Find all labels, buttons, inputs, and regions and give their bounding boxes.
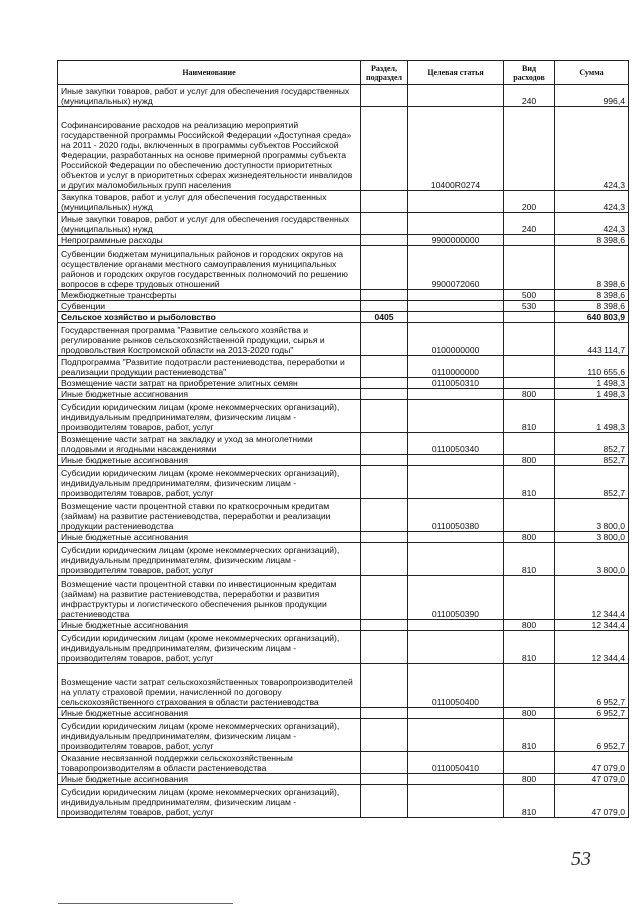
row-expense-type: 800 (504, 389, 555, 400)
row-name: Субвенции бюджетам муниципальных районов и городских округов на осуществление органами местного самоуправления муниципальных районов и городских округов государственных полномочий по решению вопросов в сфере трудовых отношений (58, 246, 361, 290)
row-sum: 640 803,9 (555, 312, 629, 323)
row-expense-type: 800 (504, 620, 555, 631)
row-expense-type (504, 664, 555, 708)
row-sum: 6 952,7 (555, 708, 629, 719)
row-section (361, 664, 408, 708)
table-row (58, 85, 629, 107)
row-expense-type: 800 (504, 455, 555, 466)
row-expense-type: 200 (504, 191, 555, 213)
row-expense-type: 240 (504, 213, 555, 235)
row-expense-type (504, 323, 555, 356)
table-row (58, 213, 629, 235)
row-section (361, 389, 408, 400)
row-target (408, 290, 504, 301)
row-sum: 852,7 (555, 466, 629, 499)
row-expense-type (504, 312, 555, 323)
row-section (361, 708, 408, 719)
row-section (361, 785, 408, 818)
row-section (361, 107, 408, 191)
footer-divider (58, 903, 233, 904)
row-target (408, 785, 504, 818)
table-row (58, 466, 629, 499)
row-target: 9900000000 (408, 235, 504, 246)
row-expense-type: 810 (504, 719, 555, 752)
row-name: Непрограммные расходы (58, 235, 361, 246)
header-target: Целевая статья (408, 61, 504, 85)
row-sum: 3 800,0 (555, 499, 629, 532)
table-row (58, 323, 629, 356)
row-section (361, 400, 408, 433)
row-expense-type: 240 (504, 85, 555, 107)
row-sum: 8 398,6 (555, 235, 629, 246)
row-sum: 8 398,6 (555, 246, 629, 290)
row-expense-type: 810 (504, 400, 555, 433)
row-target (408, 455, 504, 466)
row-expense-type (504, 499, 555, 532)
table-row (58, 631, 629, 664)
row-target: 0100000000 (408, 323, 504, 356)
row-name: Иные бюджетные ассигнования (58, 389, 361, 400)
row-section (361, 356, 408, 378)
row-sum: 12 344,4 (555, 631, 629, 664)
row-name: Подпрограмма "Развитие подотрасли растениеводства, переработки и реализации продукции растениеводства" (58, 356, 361, 378)
row-name: Субвенции (58, 301, 361, 312)
row-sum: 424,3 (555, 191, 629, 213)
table-row (58, 433, 629, 455)
table-row (58, 774, 629, 785)
row-section: 0405 (361, 312, 408, 323)
row-name: Сельское хозяйство и рыболовство (58, 312, 361, 323)
row-expense-type: 530 (504, 301, 555, 312)
row-sum: 852,7 (555, 433, 629, 455)
table-row (58, 356, 629, 378)
row-name: Иные бюджетные ассигнования (58, 532, 361, 543)
row-section (361, 85, 408, 107)
table-row (58, 785, 629, 818)
row-sum: 6 952,7 (555, 664, 629, 708)
table-row (58, 620, 629, 631)
row-expense-type (504, 107, 555, 191)
header-name: Наименование (58, 61, 361, 85)
row-expense-type (504, 752, 555, 774)
row-target (408, 191, 504, 213)
table-row (58, 719, 629, 752)
row-target (408, 301, 504, 312)
page-number: 53 (571, 848, 591, 870)
row-sum: 110 655,6 (555, 356, 629, 378)
row-sum: 1 498,3 (555, 378, 629, 389)
row-target: 10400R0274 (408, 107, 504, 191)
row-sum: 47 079,0 (555, 774, 629, 785)
row-target (408, 774, 504, 785)
row-name: Субсидии юридическим лицам (кроме некоммерческих организаций), индивидуальным предпринимателям, физическим лицам - производителям товаров, работ, услуг (58, 631, 361, 664)
row-expense-type (504, 433, 555, 455)
row-name: Возмещение части затрат на приобретение элитных семян (58, 378, 361, 389)
row-sum: 996,4 (555, 85, 629, 107)
row-name: Субсидии юридическим лицам (кроме некоммерческих организаций), индивидуальным предпринимателям, физическим лицам - производителям товаров, работ, услуг (58, 466, 361, 499)
row-name: Иные бюджетные ассигнования (58, 620, 361, 631)
row-target (408, 466, 504, 499)
row-sum: 12 344,4 (555, 620, 629, 631)
row-target: 0110050380 (408, 499, 504, 532)
table-header-row (58, 61, 629, 85)
row-expense-type: 810 (504, 785, 555, 818)
table-row (58, 532, 629, 543)
row-sum: 443 114,7 (555, 323, 629, 356)
row-target: 0110050400 (408, 664, 504, 708)
row-target: 0110000000 (408, 356, 504, 378)
row-sum: 47 079,0 (555, 785, 629, 818)
row-expense-type: 800 (504, 708, 555, 719)
row-name: Иные закупки товаров, работ и услуг для обеспечения государственных (муниципальных) нужд (58, 213, 361, 235)
table-row (58, 312, 629, 323)
row-name: Субсидии юридическим лицам (кроме некоммерческих организаций), индивидуальным предпринимателям, физическим лицам - производителям товаров, работ, услуг (58, 785, 361, 818)
row-section (361, 323, 408, 356)
table-row (58, 191, 629, 213)
row-sum: 1 498,3 (555, 400, 629, 433)
row-sum: 852,7 (555, 455, 629, 466)
header-expense-type: Вид расходов (504, 61, 555, 85)
row-name: Межбюджетные трансферты (58, 290, 361, 301)
row-target (408, 389, 504, 400)
row-name: Возмещение части затрат сельскохозяйственных товаропроизводителей на уплату страховой премии, начисленной по договору сельскохозяйственного страхования в области растениеводства (58, 664, 361, 708)
row-target (408, 213, 504, 235)
row-expense-type: 500 (504, 290, 555, 301)
row-name: Субсидии юридическим лицам (кроме некоммерческих организаций), индивидуальным предпринимателям, физическим лицам - производителям товаров, работ, услуг (58, 400, 361, 433)
table-row (58, 400, 629, 433)
row-expense-type (504, 246, 555, 290)
row-target (408, 708, 504, 719)
table-row (58, 499, 629, 532)
row-expense-type (504, 356, 555, 378)
table-row (58, 389, 629, 400)
row-target: 0110050390 (408, 576, 504, 620)
row-expense-type: 810 (504, 631, 555, 664)
row-section (361, 191, 408, 213)
row-expense-type (504, 235, 555, 246)
row-section (361, 620, 408, 631)
row-name: Иные бюджетные ассигнования (58, 708, 361, 719)
table-row (58, 107, 629, 191)
row-expense-type: 800 (504, 532, 555, 543)
table-row (58, 543, 629, 576)
row-section (361, 246, 408, 290)
table-row (58, 235, 629, 246)
row-target (408, 620, 504, 631)
table-row (58, 664, 629, 708)
row-name: Оказание несвязанной поддержки сельскохозяйственным товаропроизводителям в области растениеводства (58, 752, 361, 774)
row-section (361, 455, 408, 466)
header-sum: Сумма (555, 61, 629, 85)
row-section (361, 433, 408, 455)
row-section (361, 719, 408, 752)
row-target: 9900072060 (408, 246, 504, 290)
row-expense-type (504, 576, 555, 620)
row-section (361, 290, 408, 301)
row-target (408, 631, 504, 664)
row-name: Иные бюджетные ассигнования (58, 774, 361, 785)
table-row (58, 752, 629, 774)
row-target (408, 532, 504, 543)
row-name: Государственная программа "Развитие сельского хозяйства и регулирование рынков сельскохозяйственной продукции, сырья и продовольствия Костромской области на 2013-2020 годы" (58, 323, 361, 356)
row-section (361, 631, 408, 664)
row-target (408, 85, 504, 107)
row-sum: 1 498,3 (555, 389, 629, 400)
budget-table-container (57, 60, 628, 818)
row-section (361, 301, 408, 312)
budget-table (57, 60, 629, 818)
row-sum: 47 079,0 (555, 752, 629, 774)
row-section (361, 774, 408, 785)
table-row (58, 246, 629, 290)
row-section (361, 378, 408, 389)
table-body (58, 85, 629, 818)
row-name: Иные закупки товаров, работ и услуг для обеспечения государственных (муниципальных) нужд (58, 85, 361, 107)
row-section (361, 235, 408, 246)
table-row (58, 576, 629, 620)
row-name: Иные бюджетные ассигнования (58, 455, 361, 466)
row-sum: 3 800,0 (555, 543, 629, 576)
row-sum: 3 800,0 (555, 532, 629, 543)
row-sum: 12 344,4 (555, 576, 629, 620)
row-name: Субсидии юридическим лицам (кроме некоммерческих организаций), индивидуальным предпринимателям, физическим лицам - производителям товаров, работ, услуг (58, 719, 361, 752)
row-target: 0110050310 (408, 378, 504, 389)
row-section (361, 532, 408, 543)
row-section (361, 576, 408, 620)
header-section: Раздел, подраздел (361, 61, 408, 85)
row-sum: 8 398,6 (555, 301, 629, 312)
row-sum: 6 952,7 (555, 719, 629, 752)
row-target: 0110050410 (408, 752, 504, 774)
row-name: Софинансирование расходов на реализацию мероприятий государственной программы Российской Федерации «Доступная среда» на 2011 - 2020 годы, включенных в программы субъектов Российской Федерации, разработанных на основе примерной программы субъекта Российской Федерации по обеспечению доступности приоритетных объектов и услуг в приоритетных сферах жизнедеятельности инвалидов и других маломобильных групп населения (58, 107, 361, 191)
row-expense-type: 810 (504, 466, 555, 499)
row-expense-type: 810 (504, 543, 555, 576)
table-row (58, 455, 629, 466)
table-row (58, 301, 629, 312)
row-name: Возмещение части затрат на закладку и уход за многолетними плодовыми и ягодными насаждениями (58, 433, 361, 455)
row-section (361, 499, 408, 532)
table-row (58, 290, 629, 301)
row-sum: 424,3 (555, 107, 629, 191)
row-target (408, 719, 504, 752)
row-section (361, 466, 408, 499)
row-target: 0110050340 (408, 433, 504, 455)
row-target (408, 400, 504, 433)
row-section (361, 752, 408, 774)
row-sum: 8 398,6 (555, 290, 629, 301)
row-name: Субсидии юридическим лицам (кроме некоммерческих организаций), индивидуальным предпринимателям, физическим лицам - производителям товаров, работ, услуг (58, 543, 361, 576)
table-row (58, 708, 629, 719)
row-expense-type (504, 378, 555, 389)
row-name: Возмещение части процентной ставки по краткосрочным кредитам (займам) на развитие растениеводства, переработки и реализации продукции растениеводства (58, 499, 361, 532)
row-sum: 424,3 (555, 213, 629, 235)
row-target (408, 312, 504, 323)
row-target (408, 543, 504, 576)
table-row (58, 378, 629, 389)
row-name: Возмещение части процентной ставки по инвестиционным кредитам (займам) на развитие растениеводства, переработки и развития инфраструктуры и логистического обеспечения рынков продукции растениеводства (58, 576, 361, 620)
row-section (361, 213, 408, 235)
row-section (361, 543, 408, 576)
row-name: Закупка товаров, работ и услуг для обеспечения государственных (муниципальных) нужд (58, 191, 361, 213)
row-expense-type: 800 (504, 774, 555, 785)
